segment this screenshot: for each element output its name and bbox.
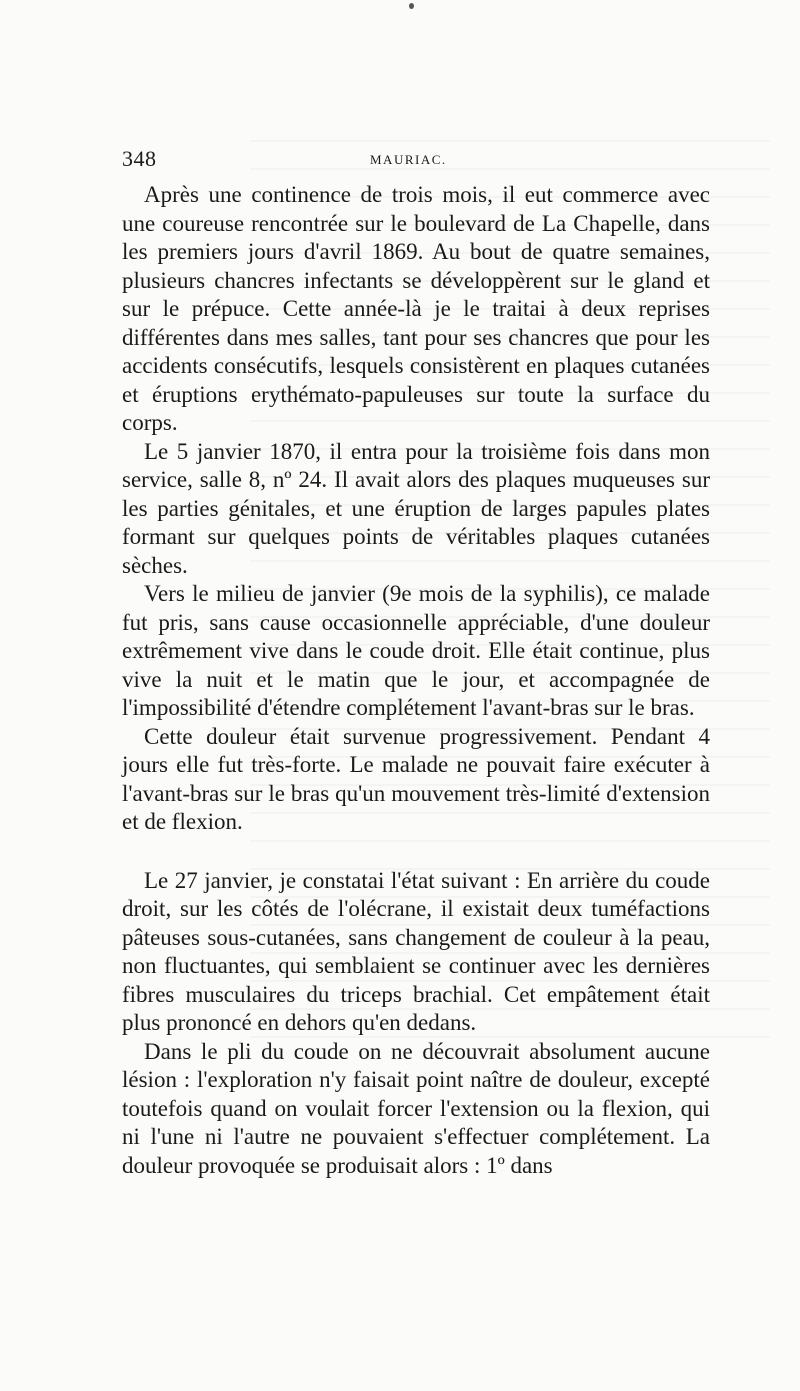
paragraph: Cette douleur était survenue progressivement. Pendant 4 jours elle fut très-forte. Le malade ne pouvait faire exécuter à l'avant-bras sur le bras qu'un mouvement très-limité d'extension et de flexion. xyxy=(122,723,710,834)
paragraph: Le 5 janvier 1870, il entra pour la troisième fois dans mon service, salle 8, nº 24. Il avait alors des plaques muqueuses sur les parties génitales, et une éruption de larges papules plates formant sur quelques points de véritables plaques cutanées sèches. xyxy=(122,438,710,578)
page-number: 348 xyxy=(122,146,157,171)
paragraph: Dans le pli du coude on ne découvrait absolument aucune lésion : l'exploration n'y faisait point naître de douleur, excepté toutefois quand on voulait forcer l'extension ou la flexion, qui ni l'une ni l'autre ne pouvaient s'effectuer complétement. La douleur provoquée se produisait alors : 1º dans xyxy=(122,1038,710,1178)
running-head: MAURIAC. xyxy=(370,152,447,167)
ink-speck xyxy=(409,3,414,9)
paragraph: Le 27 janvier, je constatai l'état suivant : En arrière du coude droit, sur les côtés de l'olécrane, il existait deux tuméfactions pâteuses sous-cutanées, sans changement de couleur à la peau, non fluctuantes, qui semblaient se continuer avec les dernières fibres musculaires du triceps brachial. Cet empâtement était plus prononcé en dehors qu'en dedans. xyxy=(122,867,710,1035)
paragraph: Après une continence de trois mois, il eut commerce avec une coureuse rencontrée sur le boulevard de La Chapelle, dans les premiers jours d'avril 1869. Au bout de quatre semaines, plusieurs chancres infectants se développèrent sur le gland et sur le prépuce. Cette année-là je le traitai à deux reprises différentes dans mes salles, tant pour ses chancres que pour les accidents consécutifs, lesquels consistèrent en plaques cutanées et éruptions erythémato-papuleuses sur toute la surface du corps. xyxy=(122,182,710,435)
page-header xyxy=(122,146,712,174)
paragraph: Vers le milieu de janvier (9e mois de la syphilis), ce malade fut pris, sans cause occasionnelle appréciable, d'une douleur extrêmement vive dans le coude droit. Elle était continue, plus vive la nuit et le matin que le jour, et accompagnée de l'impossibilité d'étendre complétement l'avant-bras sur le bras. xyxy=(122,581,710,720)
body-text xyxy=(122,181,710,1180)
